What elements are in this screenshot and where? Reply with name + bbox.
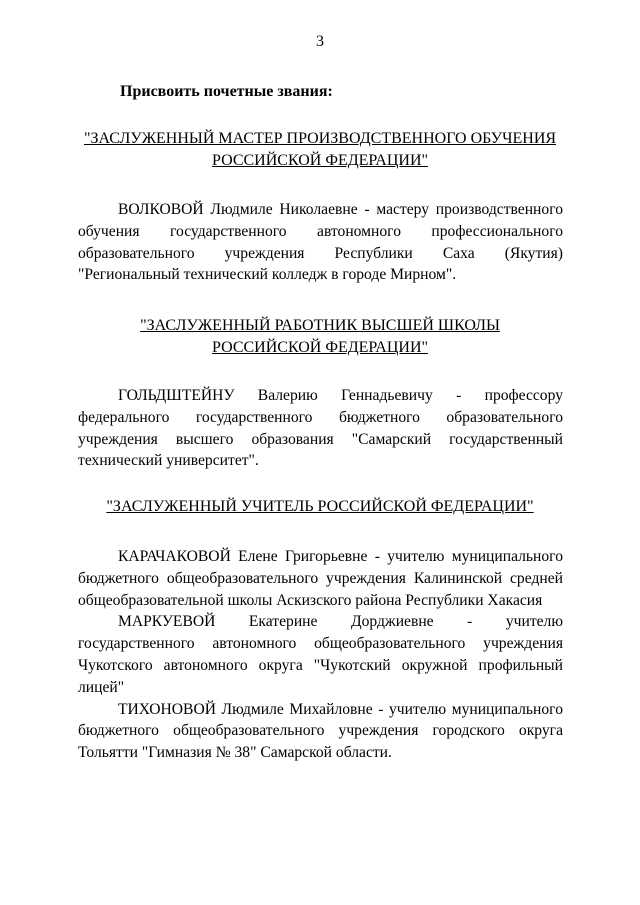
award-recipients-teacher [78,546,563,764]
recipient-paragraph: ГОЛЬДШТЕЙНУ Валерию Геннадьевичу - профессору федерального государственного бюджетного образовательного учреждения высшего образования "Самарский государственный технический университет". [78,387,563,470]
recipient-paragraph: КАРАЧАКОВОЙ Елене Григорьевне - учителю муниципального бюджетного общеобразовательного учреждения Калининской средней общеобразовательной школы Аскизского района Республики Хакасия [78,548,563,609]
award-title-teacher [78,496,562,518]
award-title-line: "ЗАСЛУЖЕННЫЙ РАБОТНИК ВЫСШЕЙ ШКОЛЫ [140,317,500,334]
award-title-line: "ЗАСЛУЖЕННЫЙ УЧИТЕЛЬ РОССИЙСКОЙ ФЕДЕРАЦИИ" [106,498,534,515]
award-title-line: РОССИЙСКОЙ ФЕДЕРАЦИИ" [211,152,429,169]
award-title-line: РОССИЙСКОЙ ФЕДЕРАЦИИ" [211,339,429,356]
award-recipients-higher-school [78,385,563,472]
page-number: 3 [316,33,324,50]
recipient-paragraph: ВОЛКОВОЙ Людмиле Николаевне - мастеру производственного обучения государственного автономного профессионального образовательного учреждения Республики Саха (Якутия) "Региональный технический колледж в городе Мирном". [78,201,563,284]
award-title-master [78,128,562,172]
award-recipients-master [78,199,563,286]
award-title-line: "ЗАСЛУЖЕННЫЙ МАСТЕР ПРОИЗВОДСТВЕННОГО ОБУЧЕНИЯ [83,130,557,147]
recipient-paragraph: ТИХОНОВОЙ Людмиле Михайловне - учителю муниципального бюджетного общеобразовательного учреждения городского округа Тольятти "Гимназия № 38" Самарской области. [78,700,563,762]
intro-heading: Присвоить почетные звания: [120,83,333,100]
award-title-higher-school [78,315,562,359]
recipient-paragraph: МАРКУЕВОЙ Екатерине Дорджиевне - учителю государственного автономного общеобразовательного учреждения Чукотского автономного округа "Чукотский окружной профильный лицей" [78,613,563,696]
